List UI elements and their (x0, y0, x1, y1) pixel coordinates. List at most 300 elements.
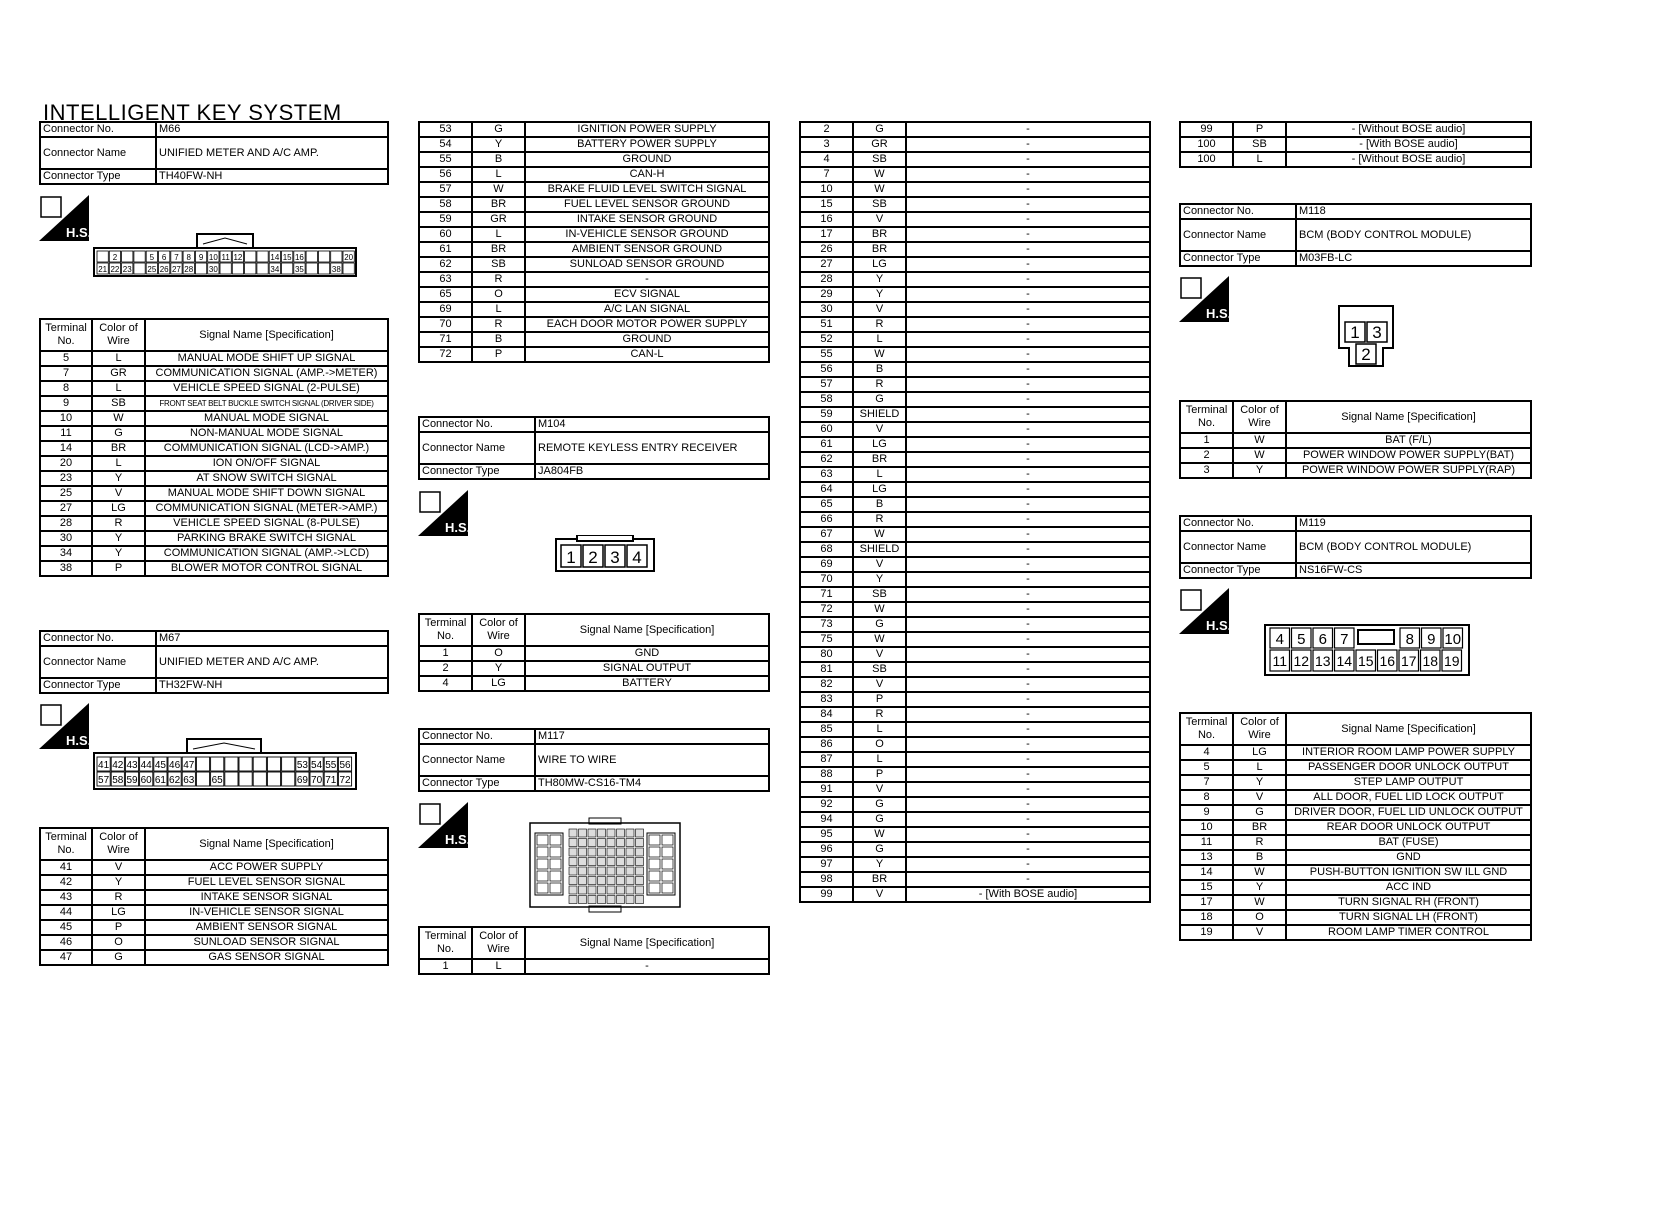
table-row (800, 527, 1150, 542)
terminal-cell: 57 (419, 182, 472, 197)
m119-pin: 13 (1314, 653, 1331, 669)
m118-connector-diagram (1337, 304, 1395, 370)
table-row (800, 242, 1150, 257)
table-row (800, 617, 1150, 632)
m118-info (1179, 203, 1532, 267)
signal-cell: BRAKE FLUID LEVEL SWITCH SIGNAL (525, 182, 769, 197)
color-cell: L (472, 959, 525, 974)
table-row (800, 752, 1150, 767)
terminal-cell: 83 (800, 692, 853, 707)
m66-name: UNIFIED METER AND A/C AMP. (156, 137, 388, 169)
color-cell: P (92, 561, 145, 576)
terminal-cell: 4 (800, 152, 853, 167)
signal-cell: A/C LAN SIGNAL (525, 302, 769, 317)
color-cell: R (853, 707, 906, 722)
table-row (800, 362, 1150, 377)
table-row (40, 486, 388, 501)
signal-cell: CAN-L (525, 347, 769, 362)
terminal-cell: 18 (1180, 910, 1233, 925)
table-row (800, 482, 1150, 497)
table-row (419, 182, 769, 197)
table-row (800, 812, 1150, 827)
signal-cell: BATTERY POWER SUPPLY (525, 137, 769, 152)
terminal-cell: 55 (800, 347, 853, 362)
m66-pin: 16 (294, 253, 304, 262)
table-row (800, 872, 1150, 887)
color-cell: O (92, 935, 145, 950)
table-row (419, 137, 769, 152)
color-cell: B (853, 362, 906, 377)
signal-cell: MANUAL MODE SIGNAL (145, 411, 388, 426)
m119-info (1179, 515, 1532, 579)
table-row (800, 317, 1150, 332)
signal-cell: - (906, 317, 1150, 332)
signal-cell: GND (1286, 850, 1531, 865)
terminal-cell: 43 (40, 890, 92, 905)
signal-cell: SUNLOAD SENSOR SIGNAL (145, 935, 388, 950)
signal-header: Signal Name [Specification] (1286, 401, 1531, 433)
terminal-cell: 58 (419, 197, 472, 212)
signal-cell: GAS SENSOR SIGNAL (145, 950, 388, 965)
color-cell: P (92, 920, 145, 935)
signal-header: Signal Name [Specification] (145, 828, 388, 860)
m118-pin: 3 (1372, 323, 1382, 342)
color-cell: V (853, 422, 906, 437)
svg-text:H.S.: H.S. (1206, 618, 1229, 633)
signal-cell: FRONT SEAT BELT BUCKLE SWITCH SIGNAL (DRIVER SIDE) (145, 396, 388, 411)
color-cell: LG (1233, 745, 1286, 760)
terminal-cell: 8 (40, 381, 92, 396)
terminal-cell: 64 (800, 482, 853, 497)
terminal-cell: 27 (40, 501, 92, 516)
terminal-cell: 65 (800, 497, 853, 512)
label-connector-no: Connector No. (40, 122, 156, 137)
color-cell: LG (92, 501, 145, 516)
terminal-cell: 15 (800, 197, 853, 212)
label-connector-type: Connector Type (40, 678, 156, 693)
signal-cell: TURN SIGNAL LH (FRONT) (1286, 910, 1531, 925)
table-row (800, 647, 1150, 662)
table-row (40, 381, 388, 396)
m67-pin: 56 (339, 760, 351, 771)
table-row (800, 302, 1150, 317)
table-row (40, 411, 388, 426)
m67-pin: 44 (140, 760, 152, 771)
table-row (800, 587, 1150, 602)
table-row (419, 959, 769, 974)
color-cell: O (472, 287, 525, 302)
color-cell: P (472, 347, 525, 362)
m67-pin: 46 (169, 760, 181, 771)
m104-pin: 1 (566, 548, 576, 567)
color-cell: BR (1233, 820, 1286, 835)
signal-cell: VEHICLE SPEED SIGNAL (2-PULSE) (145, 381, 388, 396)
terminal-cell: 19 (1180, 925, 1233, 940)
color-cell: W (92, 411, 145, 426)
signal-cell: ALL DOOR, FUEL LID LOCK OUTPUT (1286, 790, 1531, 805)
signal-cell: - (906, 782, 1150, 797)
terminal-cell: 100 (1180, 152, 1233, 167)
terminal-cell: 9 (1180, 805, 1233, 820)
m104-no: M104 (535, 417, 769, 432)
signal-cell: - (906, 182, 1150, 197)
m66-pin: 25 (147, 265, 157, 274)
terminal-cell: 61 (800, 437, 853, 452)
hs-icon (1179, 276, 1229, 322)
terminal-cell: 72 (419, 347, 472, 362)
table-row (419, 661, 769, 676)
color-cell: R (853, 512, 906, 527)
table-row (40, 516, 388, 531)
color-cell: V (853, 887, 906, 902)
color-cell: Y (853, 287, 906, 302)
signal-cell: - [Without BOSE audio] (1286, 122, 1531, 137)
signal-cell: BAT (F/L) (1286, 433, 1531, 448)
m66-pin: 11 (221, 253, 230, 262)
m66-pin: 34 (270, 265, 280, 274)
terminal-cell: 17 (800, 227, 853, 242)
signal-cell: COMMUNICATION SIGNAL (AMP.->METER) (145, 366, 388, 381)
table-row (800, 392, 1150, 407)
color-cell: Y (92, 875, 145, 890)
page-title: INTELLIGENT KEY SYSTEM (43, 100, 342, 125)
signal-cell: - (906, 527, 1150, 542)
color-header: Color of Wire (472, 927, 525, 959)
terminal-cell: 98 (800, 872, 853, 887)
terminal-cell: 99 (1180, 122, 1233, 137)
table-row (1180, 850, 1531, 865)
color-cell: W (472, 182, 525, 197)
svg-text:H.S.: H.S. (445, 832, 468, 847)
terminal-cell: 61 (419, 242, 472, 257)
m66-pin: 9 (198, 253, 204, 262)
m67-pin: 55 (325, 760, 337, 771)
terminal-cell: 88 (800, 767, 853, 782)
m66-connector-diagram (93, 232, 359, 278)
table-row (800, 662, 1150, 677)
signal-cell: - (906, 692, 1150, 707)
table-row (800, 737, 1150, 752)
color-cell: W (1233, 895, 1286, 910)
color-cell: Y (853, 857, 906, 872)
color-cell: W (853, 827, 906, 842)
m66-pin: 35 (294, 265, 304, 274)
color-cell: B (472, 152, 525, 167)
terminal-cell: 87 (800, 752, 853, 767)
color-cell: SHIELD (853, 542, 906, 557)
signal-cell: VEHICLE SPEED SIGNAL (8-PULSE) (145, 516, 388, 531)
m119-connector-diagram (1264, 624, 1470, 676)
terminal-cell: 55 (419, 152, 472, 167)
terminal-cell: 62 (419, 257, 472, 272)
table-row (419, 676, 769, 691)
table-row (1180, 820, 1531, 835)
signal-cell: STEP LAMP OUTPUT (1286, 775, 1531, 790)
color-header: Color of Wire (1233, 713, 1286, 745)
color-cell: BR (853, 872, 906, 887)
table-row (40, 860, 388, 875)
terminal-cell: 94 (800, 812, 853, 827)
terminal-cell: 7 (1180, 775, 1233, 790)
signal-cell: SIGNAL OUTPUT (525, 661, 769, 676)
label-connector-no: Connector No. (1180, 204, 1296, 219)
terminal-cell: 34 (40, 546, 92, 561)
table-row (800, 842, 1150, 857)
table-row (40, 546, 388, 561)
table-row (800, 332, 1150, 347)
color-cell: SB (472, 257, 525, 272)
m67-pin: 43 (126, 760, 138, 771)
signal-cell: PARKING BRAKE SWITCH SIGNAL (145, 531, 388, 546)
table-row (800, 272, 1150, 287)
table-row (419, 197, 769, 212)
terminal-cell: 14 (1180, 865, 1233, 880)
terminal-cell: 15 (1180, 880, 1233, 895)
color-cell: V (1233, 790, 1286, 805)
terminal-no-header: Terminal No. (419, 614, 472, 646)
m119-pin: 6 (1318, 631, 1327, 648)
color-cell: V (853, 302, 906, 317)
signal-cell: GND (525, 646, 769, 661)
table-row (419, 257, 769, 272)
m66-pin: 7 (174, 253, 179, 262)
signal-cell: - (906, 332, 1150, 347)
table-row (40, 441, 388, 456)
color-cell: GR (472, 212, 525, 227)
m66-pin: 28 (184, 265, 194, 274)
m67-no: M67 (156, 631, 388, 646)
terminal-cell: 96 (800, 842, 853, 857)
signal-cell: - (906, 482, 1150, 497)
table-row (419, 646, 769, 661)
color-header: Color of Wire (1233, 401, 1286, 433)
terminal-cell: 80 (800, 647, 853, 662)
m117-info (418, 728, 770, 792)
m119-pin: 11 (1272, 653, 1288, 669)
terminal-no-header: Terminal No. (40, 828, 92, 860)
table-row (800, 887, 1150, 902)
color-cell: Y (472, 137, 525, 152)
terminal-cell: 7 (800, 167, 853, 182)
table-row (800, 602, 1150, 617)
terminal-cell: 72 (800, 602, 853, 617)
terminal-cell: 41 (40, 860, 92, 875)
m66-signal-table (39, 318, 389, 577)
color-cell: G (853, 392, 906, 407)
signal-cell: - (906, 272, 1150, 287)
color-cell: V (1233, 925, 1286, 940)
table-row (800, 152, 1150, 167)
color-cell: L (853, 722, 906, 737)
terminal-cell: 56 (800, 362, 853, 377)
color-cell: Y (1233, 880, 1286, 895)
color-cell: B (1233, 850, 1286, 865)
table-row (1180, 448, 1531, 463)
table-row (800, 797, 1150, 812)
table-row (800, 782, 1150, 797)
color-cell: GR (92, 366, 145, 381)
signal-cell: - (906, 197, 1150, 212)
terminal-cell: 7 (40, 366, 92, 381)
table-row (800, 497, 1150, 512)
m119-pin: 10 (1444, 631, 1462, 648)
terminal-cell: 53 (419, 122, 472, 137)
table-row (40, 875, 388, 890)
svg-text:H.S.: H.S. (66, 225, 89, 240)
color-cell: L (92, 351, 145, 366)
m67-pin: 70 (311, 775, 323, 786)
terminal-cell: 71 (419, 332, 472, 347)
m66-pin: 8 (186, 253, 191, 262)
table-row (1180, 835, 1531, 850)
terminal-cell: 45 (40, 920, 92, 935)
color-cell: R (92, 516, 145, 531)
color-cell: L (472, 227, 525, 242)
terminal-cell: 63 (800, 467, 853, 482)
hs-icon (39, 195, 89, 241)
color-cell: B (472, 332, 525, 347)
table-row (800, 287, 1150, 302)
color-cell: Y (92, 546, 145, 561)
terminal-cell: 1 (419, 646, 472, 661)
table-row (800, 227, 1150, 242)
color-cell: G (92, 950, 145, 965)
color-cell: Y (853, 572, 906, 587)
m118-no: M118 (1296, 204, 1531, 219)
signal-cell: GROUND (525, 332, 769, 347)
color-cell: P (1233, 122, 1286, 137)
signal-cell: - (906, 842, 1150, 857)
table-row (800, 557, 1150, 572)
table-row (1180, 910, 1531, 925)
table-row (800, 257, 1150, 272)
table-row (800, 572, 1150, 587)
terminal-cell: 84 (800, 707, 853, 722)
table-row (419, 287, 769, 302)
signal-cell: - (906, 707, 1150, 722)
table-row (40, 920, 388, 935)
color-cell: G (853, 842, 906, 857)
m66-type: TH40FW-NH (156, 169, 388, 184)
signal-cell: - (906, 737, 1150, 752)
terminal-cell: 69 (419, 302, 472, 317)
signal-cell: BATTERY (525, 676, 769, 691)
signal-cell: - (906, 857, 1150, 872)
signal-header: Signal Name [Specification] (1286, 713, 1531, 745)
signal-cell: MANUAL MODE SHIFT DOWN SIGNAL (145, 486, 388, 501)
m117-continued-table-2 (1179, 121, 1532, 168)
signal-cell: SUNLOAD SENSOR GROUND (525, 257, 769, 272)
m66-pin: 27 (171, 265, 181, 274)
signal-cell: AMBIENT SENSOR GROUND (525, 242, 769, 257)
color-cell: BR (472, 242, 525, 257)
terminal-cell: 91 (800, 782, 853, 797)
signal-cell: COMMUNICATION SIGNAL (METER->AMP.) (145, 501, 388, 516)
signal-cell: - (906, 767, 1150, 782)
color-cell: SB (853, 662, 906, 677)
m118-type: M03FB-LC (1296, 251, 1531, 266)
terminal-cell: 85 (800, 722, 853, 737)
label-connector-name: Connector Name (419, 432, 535, 464)
table-row (1180, 790, 1531, 805)
terminal-cell: 54 (419, 137, 472, 152)
terminal-cell: 2 (800, 122, 853, 137)
signal-cell: - (906, 722, 1150, 737)
table-row (419, 212, 769, 227)
m66-pin: 10 (208, 253, 218, 262)
table-row (419, 272, 769, 287)
terminal-no-header: Terminal No. (1180, 401, 1233, 433)
color-cell: R (92, 890, 145, 905)
color-cell: P (853, 692, 906, 707)
terminal-cell: 10 (40, 411, 92, 426)
table-row (800, 122, 1150, 137)
label-connector-no: Connector No. (419, 729, 535, 744)
terminal-cell: 1 (1180, 433, 1233, 448)
color-cell: Y (92, 471, 145, 486)
table-row (800, 377, 1150, 392)
color-header: Color of Wire (92, 828, 145, 860)
m117-type: TH80MW-CS16-TM4 (535, 776, 769, 791)
m119-pin: 16 (1379, 653, 1396, 669)
signal-cell: - (906, 542, 1150, 557)
table-row (800, 707, 1150, 722)
table-row (419, 242, 769, 257)
color-cell: L (92, 381, 145, 396)
m104-name: REMOTE KEYLESS ENTRY RECEIVER (535, 432, 769, 464)
terminal-cell: 10 (800, 182, 853, 197)
signal-cell: - (906, 827, 1150, 842)
m67-pin: 61 (154, 775, 166, 786)
terminal-cell: 86 (800, 737, 853, 752)
table-row (1180, 122, 1531, 137)
table-row (1180, 760, 1531, 775)
terminal-cell: 81 (800, 662, 853, 677)
table-row (800, 137, 1150, 152)
terminal-cell: 65 (419, 287, 472, 302)
color-cell: P (853, 767, 906, 782)
table-row (800, 182, 1150, 197)
terminal-cell: 68 (800, 542, 853, 557)
signal-header: Signal Name [Specification] (145, 319, 388, 351)
terminal-cell: 28 (40, 516, 92, 531)
table-row (40, 351, 388, 366)
terminal-cell: 16 (800, 212, 853, 227)
m67-pin: 41 (98, 760, 110, 771)
signal-cell: - (906, 647, 1150, 662)
terminal-cell: 30 (800, 302, 853, 317)
terminal-cell: 11 (40, 426, 92, 441)
color-cell: W (1233, 433, 1286, 448)
color-cell: R (853, 377, 906, 392)
m66-pin: 30 (208, 265, 218, 274)
color-cell: G (853, 797, 906, 812)
color-cell: V (853, 677, 906, 692)
m67-info (39, 630, 389, 694)
table-row (40, 531, 388, 546)
signal-cell: - (906, 797, 1150, 812)
signal-cell: - (906, 422, 1150, 437)
signal-cell: ECV SIGNAL (525, 287, 769, 302)
signal-cell: - (906, 152, 1150, 167)
m66-info (39, 121, 389, 185)
signal-cell: - (906, 752, 1150, 767)
signal-cell: INTERIOR ROOM LAMP POWER SUPPLY (1286, 745, 1531, 760)
signal-cell: - (906, 257, 1150, 272)
m118-name: BCM (BODY CONTROL MODULE) (1296, 219, 1531, 251)
color-cell: BR (853, 452, 906, 467)
color-cell: W (853, 632, 906, 647)
